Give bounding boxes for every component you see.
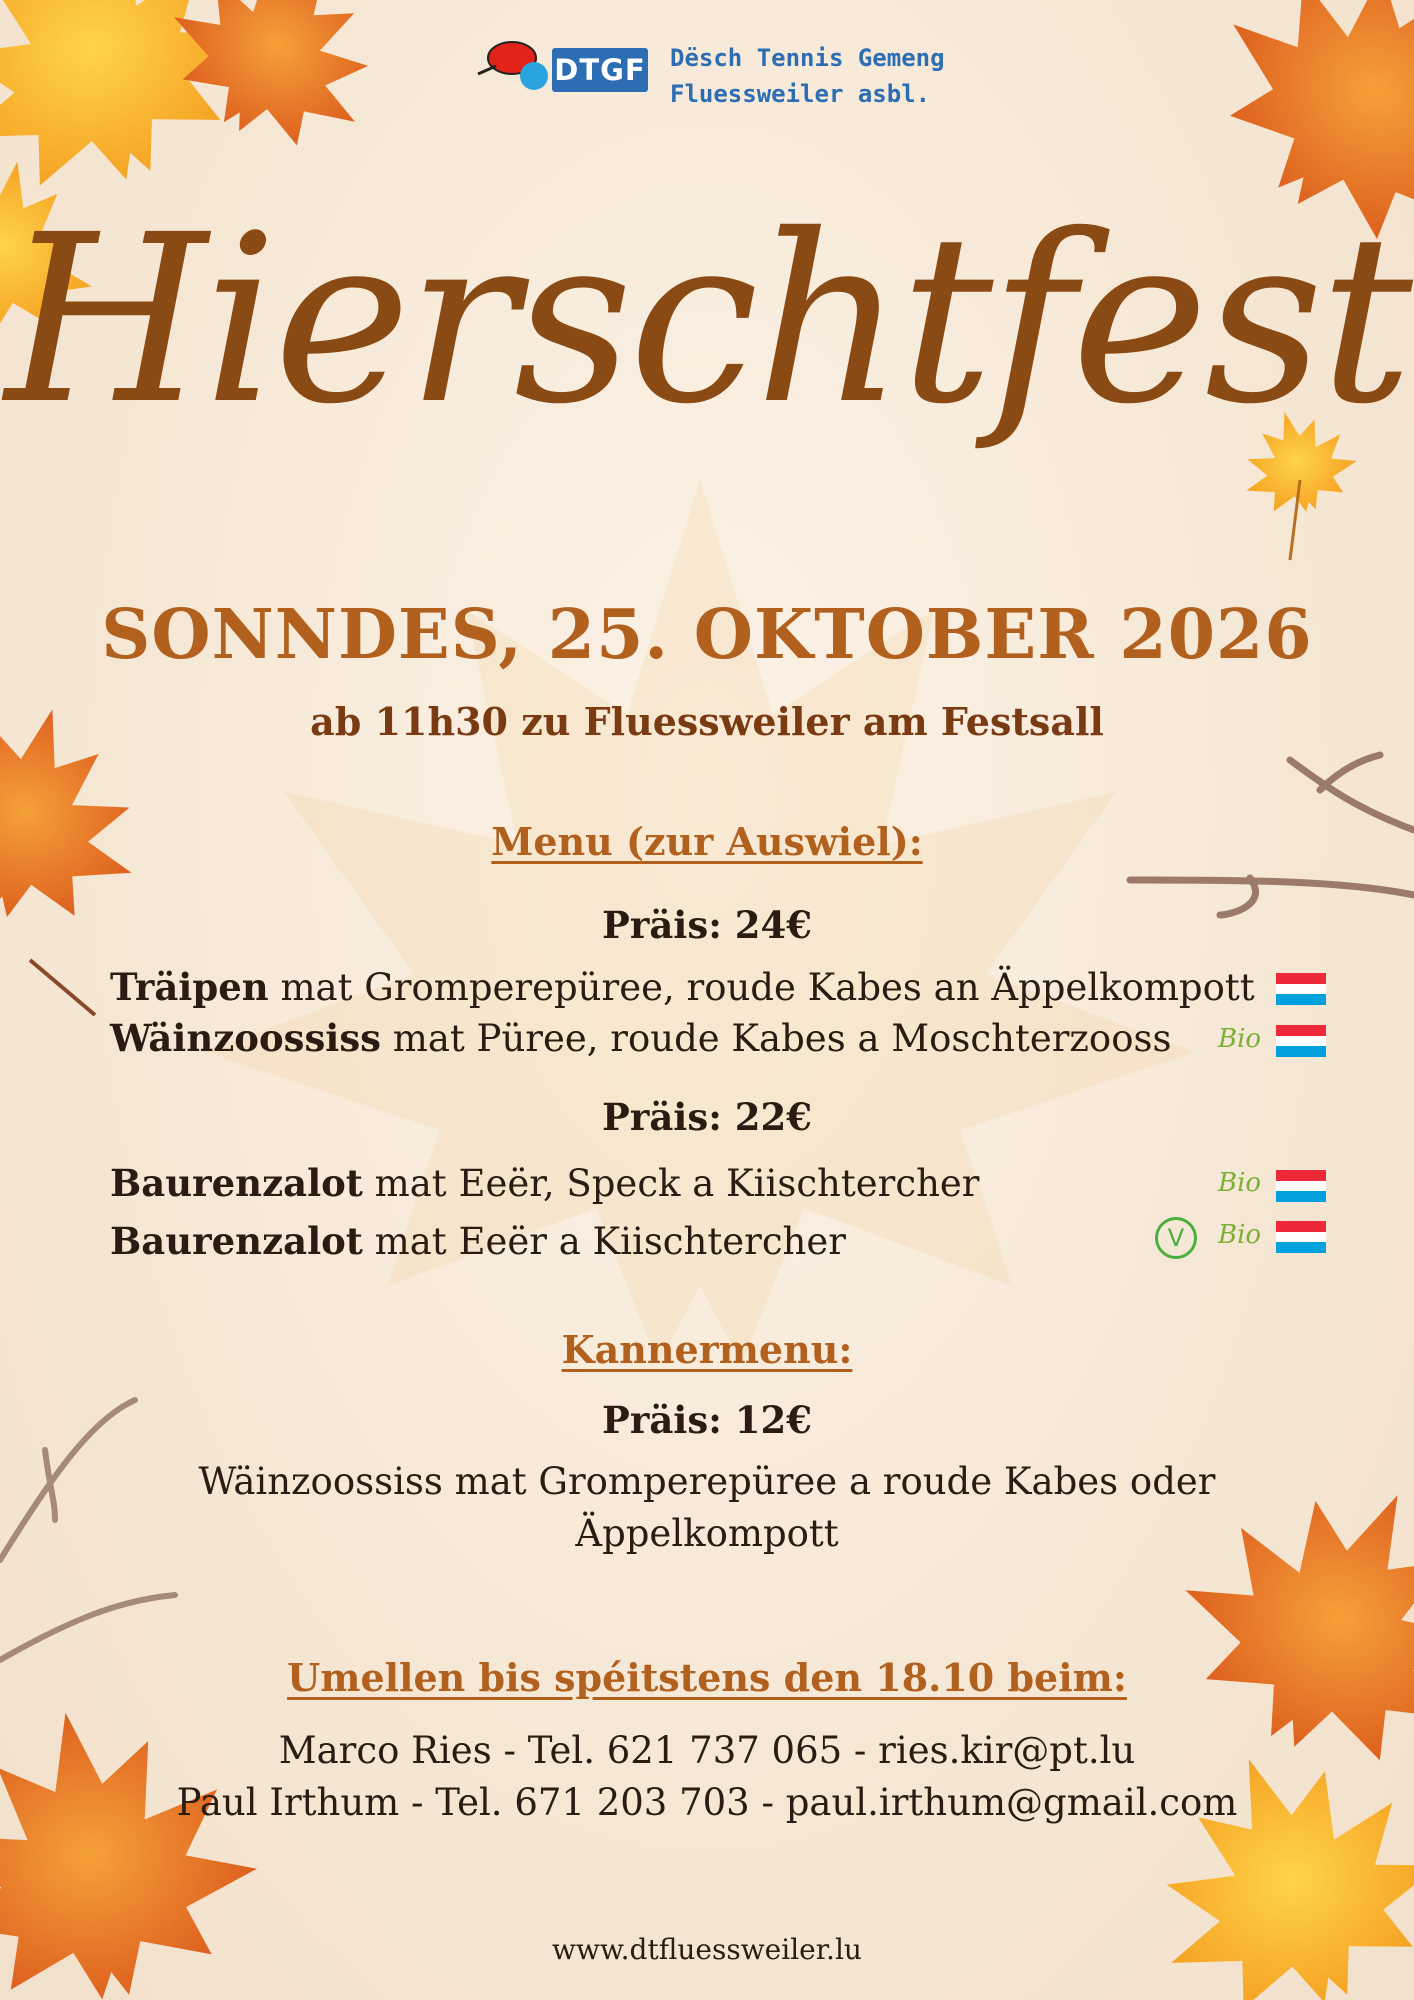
club-name-line2: Fluessweiler asbl. xyxy=(670,80,931,108)
event-details: ab 11h30 zu Fluessweiler am Festsall xyxy=(310,699,1104,744)
dish-description: mat Eeër a Kiischtercher xyxy=(362,1220,846,1263)
logo-abbreviation: DTGF xyxy=(552,48,648,92)
dish-description: mat Gromperepüree, roude Kabes an Äppelkompott xyxy=(268,966,1255,1009)
menu-heading: Menu (zur Auswiel): xyxy=(491,819,923,864)
dish-description: mat Eeër, Speck a Kiischtercher xyxy=(362,1162,980,1205)
bio-icon: Bio xyxy=(1218,1220,1262,1250)
dish-name: Baurenzalot xyxy=(110,1161,363,1205)
dish-name: Träipen xyxy=(110,965,269,1009)
luxembourg-flag-icon xyxy=(1276,973,1326,1005)
kids-menu-heading: Kannermenu: xyxy=(561,1327,853,1372)
contact-paul: Paul Irthum - Tel. 671 203 703 - paul.irthum@gmail.com xyxy=(176,1781,1238,1824)
menu-item xyxy=(110,1012,1250,1065)
ping-pong-paddle-icon xyxy=(476,36,556,102)
club-logo xyxy=(476,36,652,102)
dish-name: Baurenzalot xyxy=(110,1219,363,1263)
contact-marco: Marco Ries - Tel. 621 737 065 - ries.kir@pt.lu xyxy=(278,1729,1136,1772)
dish-description: mat Püree, roude Kabes a Moschterzooss xyxy=(381,1017,1172,1060)
kids-price: Präis: 12€ xyxy=(602,1398,812,1442)
menu-item xyxy=(110,961,1255,1014)
luxembourg-flag-icon xyxy=(1276,1221,1326,1253)
page-title: Hierschtfest xyxy=(5,185,1409,455)
club-name xyxy=(670,40,945,112)
kids-menu-line2: Äppelkompott xyxy=(575,1512,839,1555)
club-name-line1: Dësch Tennis Gemeng xyxy=(670,44,945,72)
luxembourg-flag-icon xyxy=(1276,1025,1326,1057)
menu-item xyxy=(110,1215,1250,1268)
website-link[interactable]: www.dtfluessweiler.lu xyxy=(552,1933,862,1966)
price-group-2: Präis: 22€ xyxy=(602,1095,812,1139)
dish-name: Wäinzoossiss xyxy=(110,1016,382,1060)
price-group-1: Präis: 24€ xyxy=(602,903,812,947)
event-date: SONNDES, 25. OKTOBER 2026 xyxy=(101,595,1313,675)
luxembourg-flag-icon xyxy=(1276,1170,1326,1202)
bio-icon: Bio xyxy=(1218,1024,1262,1054)
vegetarian-icon: V xyxy=(1155,1217,1197,1259)
bio-icon: Bio xyxy=(1218,1168,1262,1198)
registration-heading: Umellen bis spéitstens den 18.10 beim: xyxy=(287,1655,1127,1700)
menu-item xyxy=(110,1157,1250,1210)
kids-menu-line1: Wäinzoossiss mat Gromperepüree a roude Kabes oder xyxy=(198,1460,1216,1503)
